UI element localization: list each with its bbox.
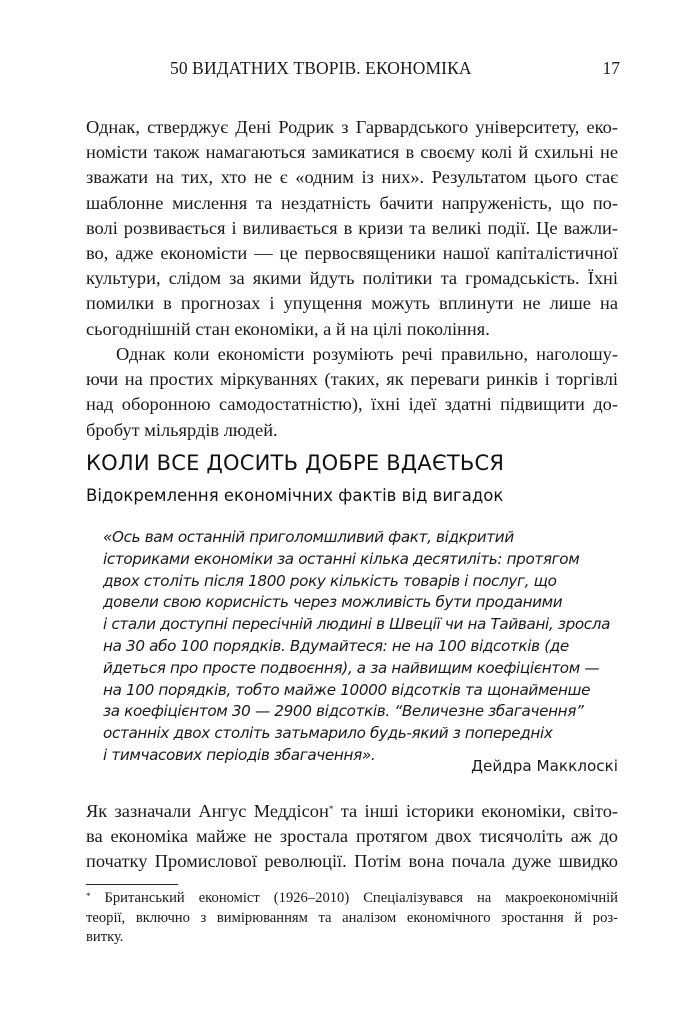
text-line: сьогоднішній стан економіки, а й на цілі покоління. (86, 318, 490, 339)
quote-line: і тимчасових періодів збагачення». (103, 745, 376, 764)
text-line: Однак, стверджує Дені Родрик з Гарвардського університету, еко- (86, 117, 618, 137)
text-line: во, адже економісти — це первосвященики нашої капіталістичної (86, 243, 618, 264)
section-heading: КОЛИ ВСЕ ДОСИТЬ ДОБРЕ ВДАЄТЬСЯ (86, 451, 505, 475)
quote-line: двох століть після 1800 року кількість товарів і послуг, що (103, 571, 557, 590)
quote-line: йдеться про просте подвоєння), а за найвищим коефіцієнтом — (103, 658, 600, 677)
quote-line: і стали доступні пересічній людині в Швеції чи на Тайвані, зросла (103, 615, 611, 634)
text-line: номісти також намагаються замикатися в своєму колі й схильні не (86, 142, 618, 163)
paragraph-3 (86, 799, 618, 875)
text-line (86, 799, 618, 824)
footnote-marker[interactable]: * (328, 804, 334, 814)
quote-line: довели свою корисність через можливість бути проданими (103, 593, 563, 612)
running-head (170, 58, 620, 82)
text-segment: та інші історики економіки, світо- (333, 801, 619, 821)
quote-line: «Ось вам останній приголомшливий факт, відкритий (103, 528, 514, 546)
text-line: початку Промислової революції. Потім вона почала дуже швидко (86, 851, 618, 872)
text-line: ючи на простих міркуваннях (таких, як переваги ринків і торгівлі (86, 369, 618, 390)
footnote-divider (86, 884, 178, 885)
text-line: культури, слідом за якими йдуть політики та громадськість. Їхні (86, 268, 618, 289)
quote-line: на 100 порядків, тобто майже 10000 відсотків та щонайменше (103, 680, 591, 699)
footnote-marker: * (86, 891, 91, 901)
quote-line: істориками економіки за останні кілька десятиліть: протягом (103, 549, 580, 568)
footnote (86, 889, 618, 948)
footnote-line: витку. (86, 929, 124, 945)
footnote-line: теорії, включно з вимірюванням та аналізом економічного зростання й роз- (86, 909, 618, 926)
running-head-title: 50 ВИДАТНИХ ТВОРІВ. ЕКОНОМІКА (170, 58, 472, 78)
page-number: 17 (602, 58, 620, 78)
text-segment: Як зазначали Ангус Меддісон (86, 801, 329, 821)
section-subheading: Відокремлення економічних фактів від вигадок (86, 486, 504, 505)
text-segment: Британський економіст (1926–2010) Спеціалізувався на макроекономічній (90, 890, 618, 906)
paragraph-2 (86, 342, 618, 443)
quote-line: останніх двох століть затьмарило будь-який з попередніх (103, 724, 553, 743)
text-line: ва економіка майже не зростала протягом двох тисячоліть аж до (86, 826, 618, 847)
footnote-line (86, 889, 618, 909)
text-line: над оборонною самодостатністю), їхні ідеї здатні підвищити до- (86, 394, 618, 415)
text-line: бробут мільярдів людей. (86, 419, 278, 440)
text-line: Однак коли економісти розуміють речі правильно, наголошу- (116, 344, 618, 364)
text-line: волі розвивається і виливається в кризи та великі події. Це важли- (86, 217, 618, 238)
quote-line: на 30 або 100 порядків. Вдумайтеся: не на 100 відсотків (де (103, 636, 569, 655)
quote-attribution: Дейдра Макклоскі (471, 757, 618, 775)
text-line: помилки в прогнозах і упущення можуть вплинути не лише на (86, 293, 618, 314)
paragraph-1 (86, 115, 618, 342)
quote-line: за коефіцієнтом 30 — 2900 відсотків. “Величезне збагачення” (103, 702, 584, 721)
text-line: зважати на тих, хто не є «одним із них». Результатом цього стає (86, 167, 618, 188)
text-line: шаблонне мислення та нездатність бачити напруженість, що по- (86, 192, 618, 213)
